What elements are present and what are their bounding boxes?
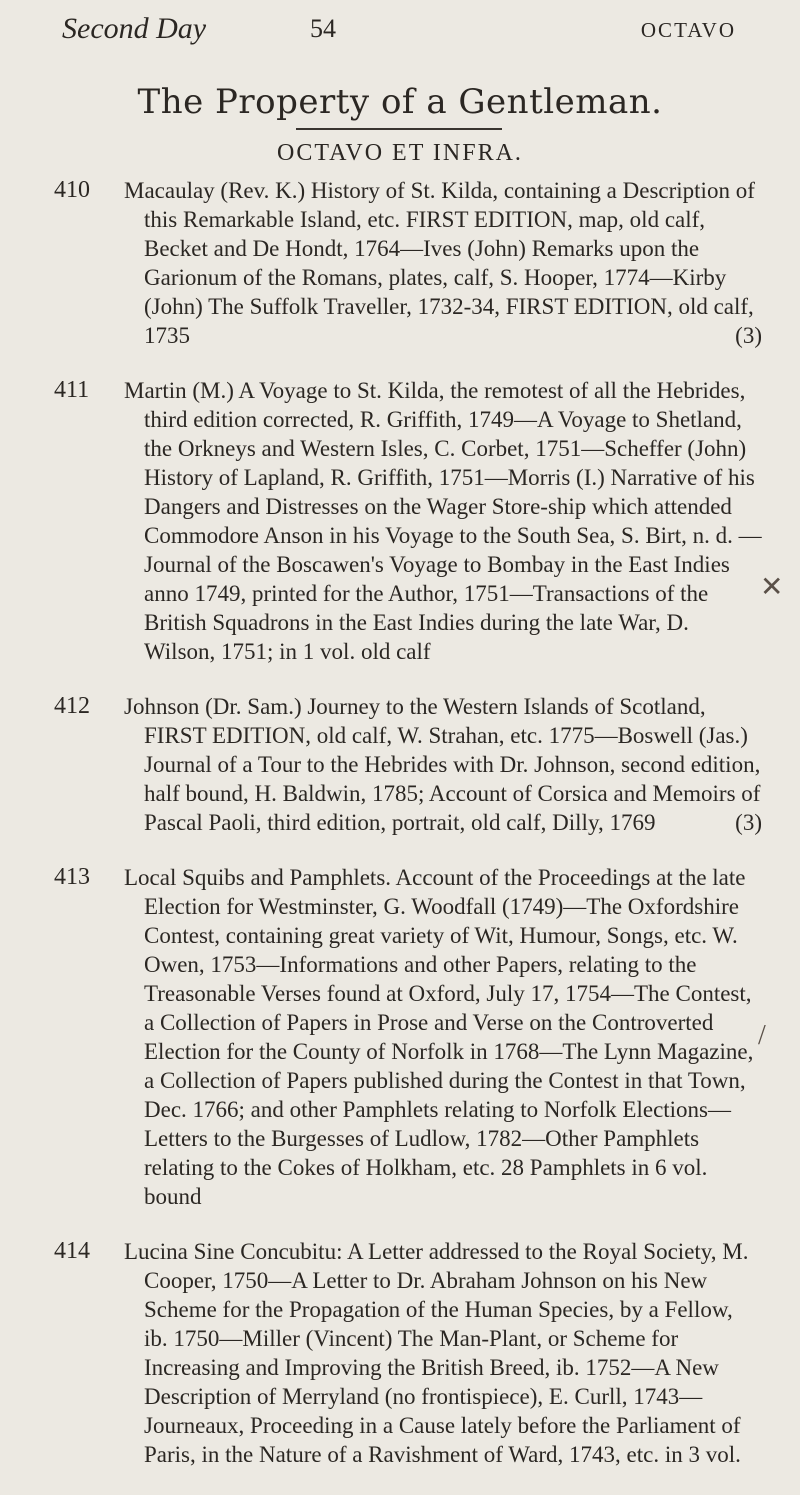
lot-description bbox=[124, 692, 762, 837]
lot-text: Johnson (Dr. Sam.) Journey to the Western Islands of Scotland, FIRST EDITION, old calf, W. Strahan, etc. 1775—Boswell (Jas.) Journal of a Tour to the Hebrides with Dr. Johnson, second edition, half bound, H. Baldwin, 1785; Account of Corsica and Memoirs of Pascal Paoli, third edition, portrait, old calf, Dilly, 1769 bbox=[124, 694, 761, 835]
lot-number: 410 bbox=[54, 177, 90, 203]
lot-quantity: (3) bbox=[735, 810, 762, 835]
running-head bbox=[62, 12, 736, 56]
running-head-day: Second Day bbox=[62, 12, 207, 45]
lot-text: Lucina Sine Concubitu: A Letter addressed to the Royal Society, M. Cooper, 1750—A Letter to Dr. Abraham Johnson on his New Scheme for the Propagation of the Human Species, by a Fellow, ib. 1750—Miller (Vincent) The Man-Plant, or Scheme for Increasing and Improving the British Breed, ib. 1752—A New Description of Merryland (no frontispiece), E. Curll, 1743—Journeaux, Proceeding in a Cause lately before the Parliament of Paris, in the Nature of a Ravishment of Ward, 1743, etc. in 3 vol. bbox=[124, 1239, 749, 1467]
lot-text: Martin (M.) A Voyage to St. Kilda, the remotest of all the Hebrides, third edition corrected, R. Griffith, 1749—A Voyage to Shetland, the Orkneys and Western Isles, C. Corbet, 1751—Scheffer (John) History of Lapland, R. Griffith, 1751—Morris (I.) Narrative of his Dangers and Distresses on the Wager Store-ship which attended Commodore Anson in his Voyage to the South Sea, S. Birt, n. d. —Journal of the Boscawen's Voyage to Bombay in the East Indies anno 1749, printed for the Author, 1751—Transactions of the British Squadrons in the East Indies during the late War, D. Wilson, 1751; in 1 vol. old calf bbox=[124, 378, 762, 664]
margin-pencil-mark: / bbox=[758, 1020, 766, 1051]
lot-number: 413 bbox=[54, 864, 90, 890]
lot-412 bbox=[0, 692, 800, 837]
lot-quantity: (3) bbox=[735, 323, 762, 348]
section-title: The Property of a Gentleman. bbox=[137, 82, 663, 122]
lot-text: Macaulay (Rev. K.) History of St. Kilda, containing a Description of this Remarkable Island, etc. FIRST EDITION, map, old calf, Becket and De Hondt, 1764—Ives (John) Remarks upon the Garionum of the Romans, plates, calf, S. Hooper, 1774—Kirby (John) The Suffolk Traveller, 1732-34, FIRST EDITION, old calf, 1735 bbox=[124, 178, 755, 348]
margin-pencil-mark: ✕ bbox=[760, 572, 784, 603]
lot-description bbox=[124, 863, 762, 1211]
lot-410 bbox=[0, 176, 800, 350]
section-subhead: OCTAVO ET INFRA. bbox=[277, 140, 523, 166]
lot-number: 412 bbox=[54, 693, 90, 719]
lot-list bbox=[0, 176, 800, 1495]
lot-number: 411 bbox=[54, 377, 90, 403]
title-rule bbox=[296, 128, 502, 130]
page-number: 54 bbox=[310, 14, 336, 43]
lot-414 bbox=[0, 1237, 800, 1469]
running-head-format: OCTAVO bbox=[640, 18, 736, 42]
lot-413 bbox=[0, 863, 800, 1211]
lot-number: 414 bbox=[54, 1238, 90, 1264]
lot-411 bbox=[0, 376, 800, 666]
lot-description bbox=[124, 376, 762, 666]
lot-description bbox=[124, 1237, 762, 1469]
lot-description bbox=[124, 176, 762, 350]
lot-text: Local Squibs and Pamphlets. Account of the Proceedings at the late Election for Westminster, G. Woodfall (1749)—The Oxfordshire Contest, containing great variety of Wit, Humour, Songs, etc. W. Owen, 1753—Informations and other Papers, relating to the Treasonable Verses found at Oxford, July 17, 1754—The Contest, a Collection of Papers in Prose and Verse on the Controverted Election for the County of Norfolk in 1768—The Lynn Magazine, a Collection of Papers published during the Contest in that Town, Dec. 1766; and other Pamphlets relating to Norfolk Elections—Letters to the Burgesses of Ludlow, 1782—Other Pamphlets relating to the Cokes of Holkham, etc. 28 Pamphlets in 6 vol. bound bbox=[124, 865, 754, 1209]
